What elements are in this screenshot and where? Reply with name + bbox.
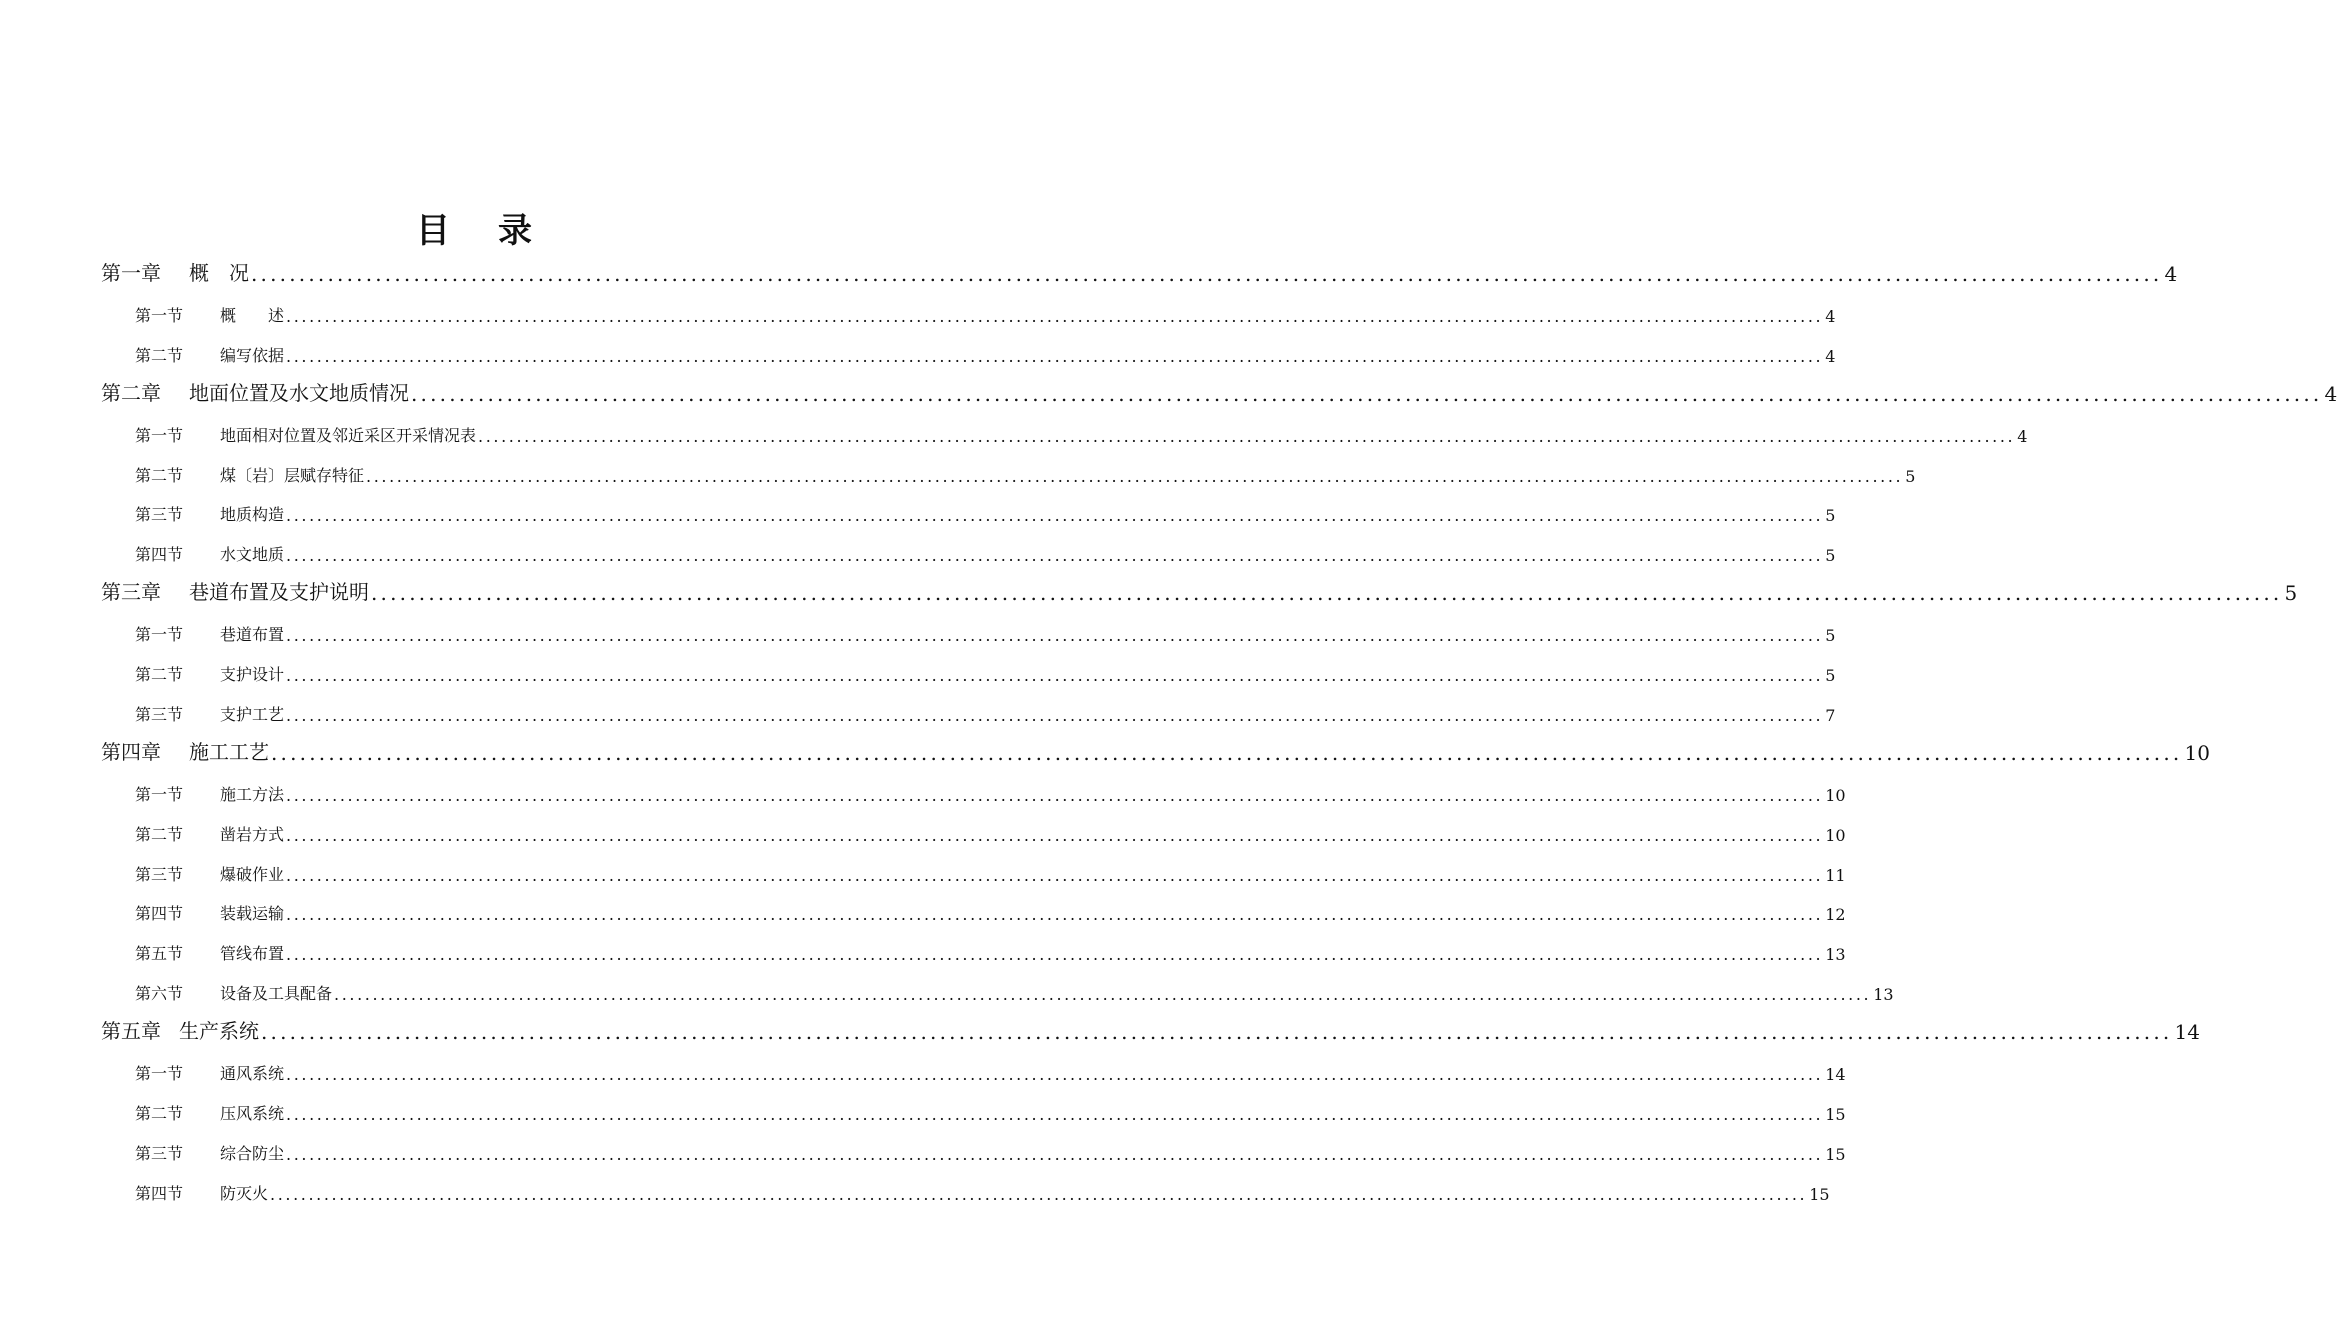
toc-entry-number: 第一章 bbox=[101, 261, 161, 285]
toc-entry-number: 第四节 bbox=[135, 904, 184, 924]
toc-section-row[interactable] bbox=[135, 294, 1836, 326]
title-left-char: 目 bbox=[416, 211, 452, 251]
toc-page-number: 13 bbox=[1873, 985, 1894, 1005]
toc-entry-number: 第三节 bbox=[135, 864, 184, 884]
toc-entry-number: 第二节 bbox=[135, 465, 184, 485]
toc-page-number: 15 bbox=[1825, 1104, 1846, 1124]
toc-entry-number: 第三章 bbox=[101, 580, 161, 605]
toc-chapter-row[interactable] bbox=[101, 1012, 2200, 1045]
toc-entry-number: 第二章 bbox=[101, 380, 161, 405]
toc-page-number: 11 bbox=[1825, 865, 1846, 885]
toc-entry-number: 第一节 bbox=[135, 1064, 184, 1083]
toc-section-row[interactable] bbox=[135, 1052, 1846, 1084]
toc-section-row[interactable] bbox=[135, 693, 1836, 725]
toc-entry-label: 生产系统 bbox=[179, 1019, 259, 1044]
toc-entry-number: 第五节 bbox=[135, 944, 184, 964]
toc-entry-label: 施工工艺 bbox=[189, 739, 269, 764]
toc-section-row[interactable] bbox=[135, 932, 1846, 965]
toc-section-row[interactable] bbox=[135, 533, 1836, 566]
page-title bbox=[0, 203, 950, 252]
toc-page-number: 4 bbox=[2324, 381, 2337, 406]
toc-page-number: 5 bbox=[2284, 581, 2298, 606]
toc-entry-label: 设备及工具配备 bbox=[220, 984, 333, 1004]
toc-entry-number: 第二节 bbox=[135, 345, 184, 365]
toc-entry-label: 编写依据 bbox=[220, 345, 285, 365]
toc-section-row[interactable] bbox=[135, 853, 1846, 885]
toc-page-number: 4 bbox=[2017, 426, 2028, 446]
toc-entry-label: 概 况 bbox=[189, 261, 249, 285]
toc-entry-number: 第二节 bbox=[135, 665, 184, 684]
toc-chapter-row[interactable] bbox=[101, 374, 2337, 406]
toc-leader-dots: ........................................................................................................................................................................................................ bbox=[286, 1104, 1824, 1124]
toc-entry-label: 爆破作业 bbox=[220, 864, 285, 884]
toc-entry-number: 第二节 bbox=[135, 1103, 184, 1123]
toc-section-row[interactable] bbox=[135, 454, 1916, 486]
toc-entry-label: 地面位置及水文地质情况 bbox=[189, 380, 409, 405]
toc-page-number: 10 bbox=[2184, 740, 2210, 765]
toc-entry-number: 第三节 bbox=[135, 505, 184, 525]
toc-section-row[interactable] bbox=[135, 1172, 1830, 1204]
toc-entry-number: 第六节 bbox=[135, 984, 184, 1004]
toc-entry-label: 煤〔岩〕层赋存特征 bbox=[220, 465, 365, 485]
toc-leader-dots: ........................................................................................................................................................................................................ bbox=[286, 1144, 1824, 1164]
toc-page-number: 5 bbox=[1825, 666, 1836, 685]
toc-entry-number: 第五章 bbox=[101, 1019, 161, 1044]
toc-leader-dots: ........................................................................................................................................................................................................ bbox=[411, 381, 2323, 406]
toc-entry-number: 第三节 bbox=[135, 1143, 184, 1163]
toc-page-number: 14 bbox=[2174, 1020, 2200, 1045]
toc-leader-dots: ........................................................................................................................................................................................................ bbox=[371, 581, 2283, 606]
toc-section-row[interactable] bbox=[135, 653, 1836, 685]
toc-page-number: 12 bbox=[1825, 905, 1846, 925]
toc-entry-label: 支护设计 bbox=[220, 665, 285, 684]
toc-section-row[interactable] bbox=[135, 1132, 1846, 1164]
toc-page-number: 4 bbox=[2164, 262, 2178, 286]
toc-leader-dots: ........................................................................................................................................................................................................ bbox=[286, 785, 1824, 805]
toc-leader-dots: ........................................................................................................................................................................................................ bbox=[286, 705, 1824, 725]
toc-page-number: 7 bbox=[1825, 705, 1836, 725]
toc-entry-label: 通风系统 bbox=[220, 1064, 285, 1083]
toc-leader-dots: ........................................................................................................................................................................................................ bbox=[286, 865, 1824, 885]
toc-page-number: 5 bbox=[1825, 506, 1836, 526]
toc-entry-label: 管线布置 bbox=[220, 944, 285, 964]
toc-section-row[interactable] bbox=[135, 773, 1846, 805]
toc-leader-dots: ........................................................................................................................................................................................................ bbox=[286, 546, 1824, 566]
toc-page-number: 4 bbox=[1825, 306, 1836, 326]
toc-entry-number: 第二节 bbox=[135, 824, 184, 844]
toc-leader-dots: ........................................................................................................................................................................................................ bbox=[286, 626, 1824, 646]
toc-entry-label: 巷道布置及支护说明 bbox=[189, 580, 369, 605]
toc-section-row[interactable] bbox=[135, 613, 1836, 646]
toc-page-number: 4 bbox=[1825, 346, 1836, 366]
toc-leader-dots: ........................................................................................................................................................................................................ bbox=[270, 1184, 1808, 1204]
toc-leader-dots: ........................................................................................................................................................................................................ bbox=[478, 426, 2016, 446]
toc-leader-dots: ........................................................................................................................................................................................................ bbox=[366, 466, 1904, 486]
toc-entry-number: 第四章 bbox=[101, 739, 161, 764]
title-right-char: 录 bbox=[498, 211, 534, 251]
toc-page-number: 15 bbox=[1809, 1184, 1830, 1204]
toc-section-row[interactable] bbox=[135, 1092, 1846, 1124]
toc-page-number: 15 bbox=[1825, 1144, 1846, 1164]
toc-section-row[interactable] bbox=[135, 493, 1836, 526]
toc-entry-label: 综合防尘 bbox=[220, 1143, 285, 1163]
toc-section-row[interactable] bbox=[135, 414, 2028, 446]
toc-entry-label: 施工方法 bbox=[220, 784, 285, 804]
toc-chapter-row[interactable] bbox=[101, 733, 2210, 765]
toc-entry-label: 水文地质 bbox=[220, 545, 285, 565]
toc-entry-label: 防灭火 bbox=[220, 1183, 269, 1203]
toc-section-row[interactable] bbox=[135, 334, 1836, 366]
toc-entry-number: 第一节 bbox=[135, 784, 184, 804]
toc-page-number: 14 bbox=[1825, 1065, 1846, 1084]
toc-page-number: 5 bbox=[1825, 626, 1836, 646]
toc-section-row[interactable] bbox=[135, 892, 1846, 925]
toc-entry-label: 地质构造 bbox=[220, 505, 285, 525]
toc-page-number: 10 bbox=[1825, 825, 1846, 845]
toc-entry-number: 第三节 bbox=[135, 704, 184, 724]
toc-entry-label: 巷道布置 bbox=[220, 625, 285, 645]
toc-leader-dots: ........................................................................................................................................................................................................ bbox=[271, 740, 2183, 765]
toc-page-number: 5 bbox=[1825, 546, 1836, 566]
toc-leader-dots: ........................................................................................................................................................................................................ bbox=[334, 985, 1872, 1005]
toc-entry-number: 第一节 bbox=[135, 625, 184, 645]
toc-entry-label: 装载运输 bbox=[220, 904, 285, 924]
toc-entry-number: 第一节 bbox=[135, 305, 184, 325]
toc-section-row[interactable] bbox=[135, 972, 1894, 1005]
toc-entry-label: 支护工艺 bbox=[220, 704, 285, 724]
toc-section-row[interactable] bbox=[135, 813, 1846, 845]
toc-leader-dots: ........................................................................................................................................................................................................ bbox=[286, 306, 1824, 326]
toc-page-number: 10 bbox=[1825, 785, 1846, 805]
toc-leader-dots: ........................................................................................................................................................................................................ bbox=[286, 945, 1824, 965]
toc-entry-label: 地面相对位置及邻近采区开采情况表 bbox=[220, 425, 477, 445]
toc-entry-number: 第四节 bbox=[135, 1183, 184, 1203]
toc-chapter-row[interactable] bbox=[101, 254, 2178, 286]
toc-leader-dots: ........................................................................................................................................................................................................ bbox=[286, 346, 1824, 366]
toc-entry-number: 第四节 bbox=[135, 545, 184, 565]
toc-leader-dots: ........................................................................................................................................................................................................ bbox=[261, 1020, 2173, 1045]
toc-entry-label: 概 述 bbox=[220, 305, 285, 325]
toc-leader-dots: ........................................................................................................................................................................................................ bbox=[251, 262, 2163, 286]
toc-entry-number: 第一节 bbox=[135, 425, 184, 445]
toc-entry-label: 凿岩方式 bbox=[220, 824, 285, 844]
toc-leader-dots: ........................................................................................................................................................................................................ bbox=[286, 1065, 1824, 1084]
toc-page-number: 5 bbox=[1905, 466, 1916, 486]
toc-page-number: 13 bbox=[1825, 945, 1846, 965]
toc-entry-label: 压风系统 bbox=[220, 1103, 285, 1123]
toc-leader-dots: ........................................................................................................................................................................................................ bbox=[286, 825, 1824, 845]
toc-leader-dots: ........................................................................................................................................................................................................ bbox=[286, 905, 1824, 925]
toc-chapter-row[interactable] bbox=[101, 573, 2298, 606]
toc-leader-dots: ........................................................................................................................................................................................................ bbox=[286, 666, 1824, 685]
toc-leader-dots: ........................................................................................................................................................................................................ bbox=[286, 506, 1824, 526]
